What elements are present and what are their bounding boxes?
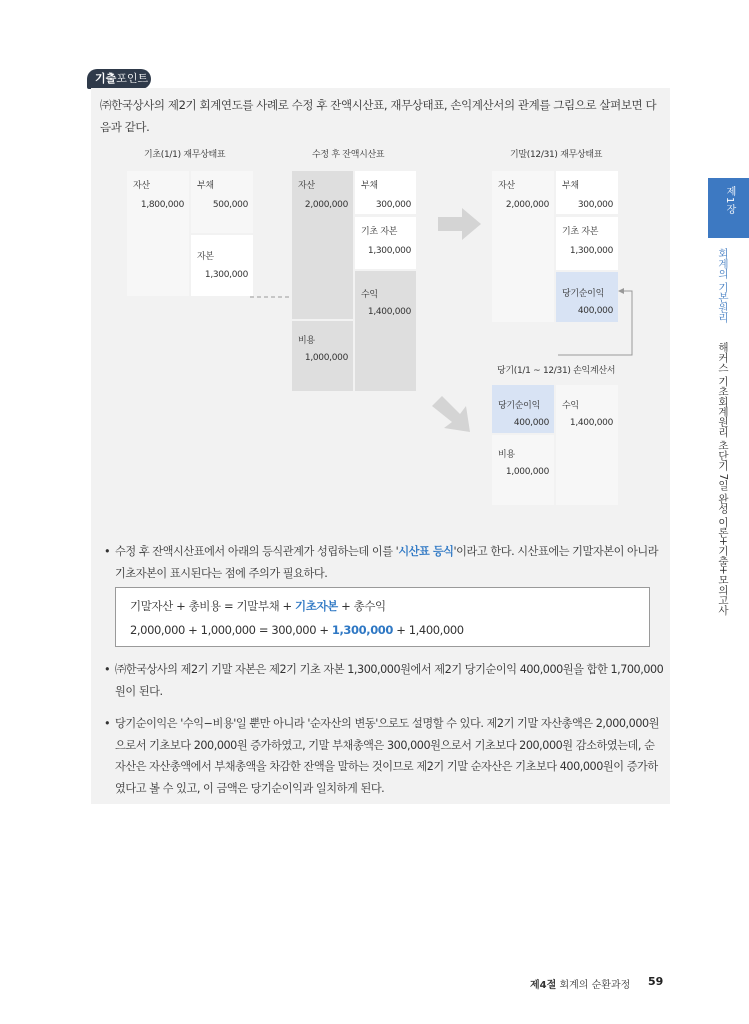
trial-revenue: 수익 1,400,000 (355, 271, 416, 391)
title-income-statement: 당기(1/1 ~ 12/31) 손익계산서 (497, 366, 616, 376)
trial-liability: 부채 300,000 (355, 171, 416, 214)
trial-expense: 비용 1,000,000 (292, 321, 353, 391)
title-bs-end: 기말(12/31) 재무상태표 (510, 150, 603, 160)
bs-end-asset: 자산 2,000,000 (492, 171, 554, 322)
bs-begin-liability: 부채 500,000 (191, 171, 253, 233)
intro-text: ㈜한국상사의 제2기 회계연도를 사례로 수정 후 잔액시산표, 재무상태표, 손익계산서의 관계를 그림으로 살펴보면 다음과 같다. (100, 98, 657, 134)
bs-end-capital: 기초 자본 1,300,000 (556, 217, 618, 270)
formula-line-2: 2,000,000 + 1,000,000 = 300,000 + 1,300,000 + 1,400,000 (130, 623, 464, 637)
title-trial-balance: 수정 후 잔액시산표 (312, 150, 385, 160)
footer-section: 제4절 회계의 순환과정 (530, 980, 631, 991)
chapter-title-vertical: 회계의 기본원리 (717, 248, 729, 323)
bullet-net-asset-change: • 당기순이익은 '수익−비용'일 뿐만 아니라 '순자산의 변동'으로도 설명할 수 있다. 제2기 기말 자산총액은 2,000,000원으로서 기초보다 200,000원 증가하였고, 기말 부채총액은 300,000원으로서 기초보다 200,000원 감소하였는데, 순자산은 자산총액에서 부채총액을 차감한 잔액을 말하는 것이므로 제2기 기말 순자산은 기초보다 400,000원이 증가하였다고 볼 수 있고, 이 금액은 당기순이익과 일치하게 된다. (104, 717, 660, 795)
title-bs-begin: 기초(1/1) 재무상태표 (144, 150, 226, 160)
is-expense: 비용 1,000,000 (492, 435, 554, 505)
is-revenue: 수익 1,400,000 (556, 385, 618, 505)
bs-end-net-income: 당기순이익 400,000 (556, 272, 618, 322)
chapter-tab[interactable]: 제1장 (708, 178, 749, 238)
bs-begin-asset: 자산 1,800,000 (127, 171, 189, 296)
bs-end-liability: 부채 300,000 (556, 171, 618, 214)
bs-begin-equity: 자본 1,300,000 (191, 235, 253, 296)
bullet-trial-balance-equation: • 수정 후 잔액시산표에서 아래의 등식관계가 성립하는데 이를 '시산표 등식'이라고 한다. 시산표에는 기말자본이 아니라 기초자본이 표시된다는 점에 주의가 필요하다. (104, 545, 659, 580)
formula-box (115, 587, 650, 647)
trial-asset: 자산 2,000,000 (292, 171, 353, 319)
formula-line-1: 기말자산 + 총비용 = 기말부채 + 기초자본 + 총수익 (130, 599, 386, 613)
key-point-badge: 기출포인트 (87, 69, 151, 89)
is-net-income: 당기순이익 400,000 (492, 385, 554, 433)
book-title-vertical: 해커스 기초회계원리 초단기 7일 완성 이론+기출+모의고사 (717, 342, 729, 616)
page-number: 59 (648, 975, 664, 988)
trial-capital: 기초 자본 1,300,000 (355, 217, 416, 269)
bullet-ending-capital: • ㈜한국상사의 제2기 기말 자본은 제2기 기초 자본 1,300,000원에서 제2기 당기순이익 400,000원을 합한 1,700,000원이 된다. (104, 663, 664, 698)
